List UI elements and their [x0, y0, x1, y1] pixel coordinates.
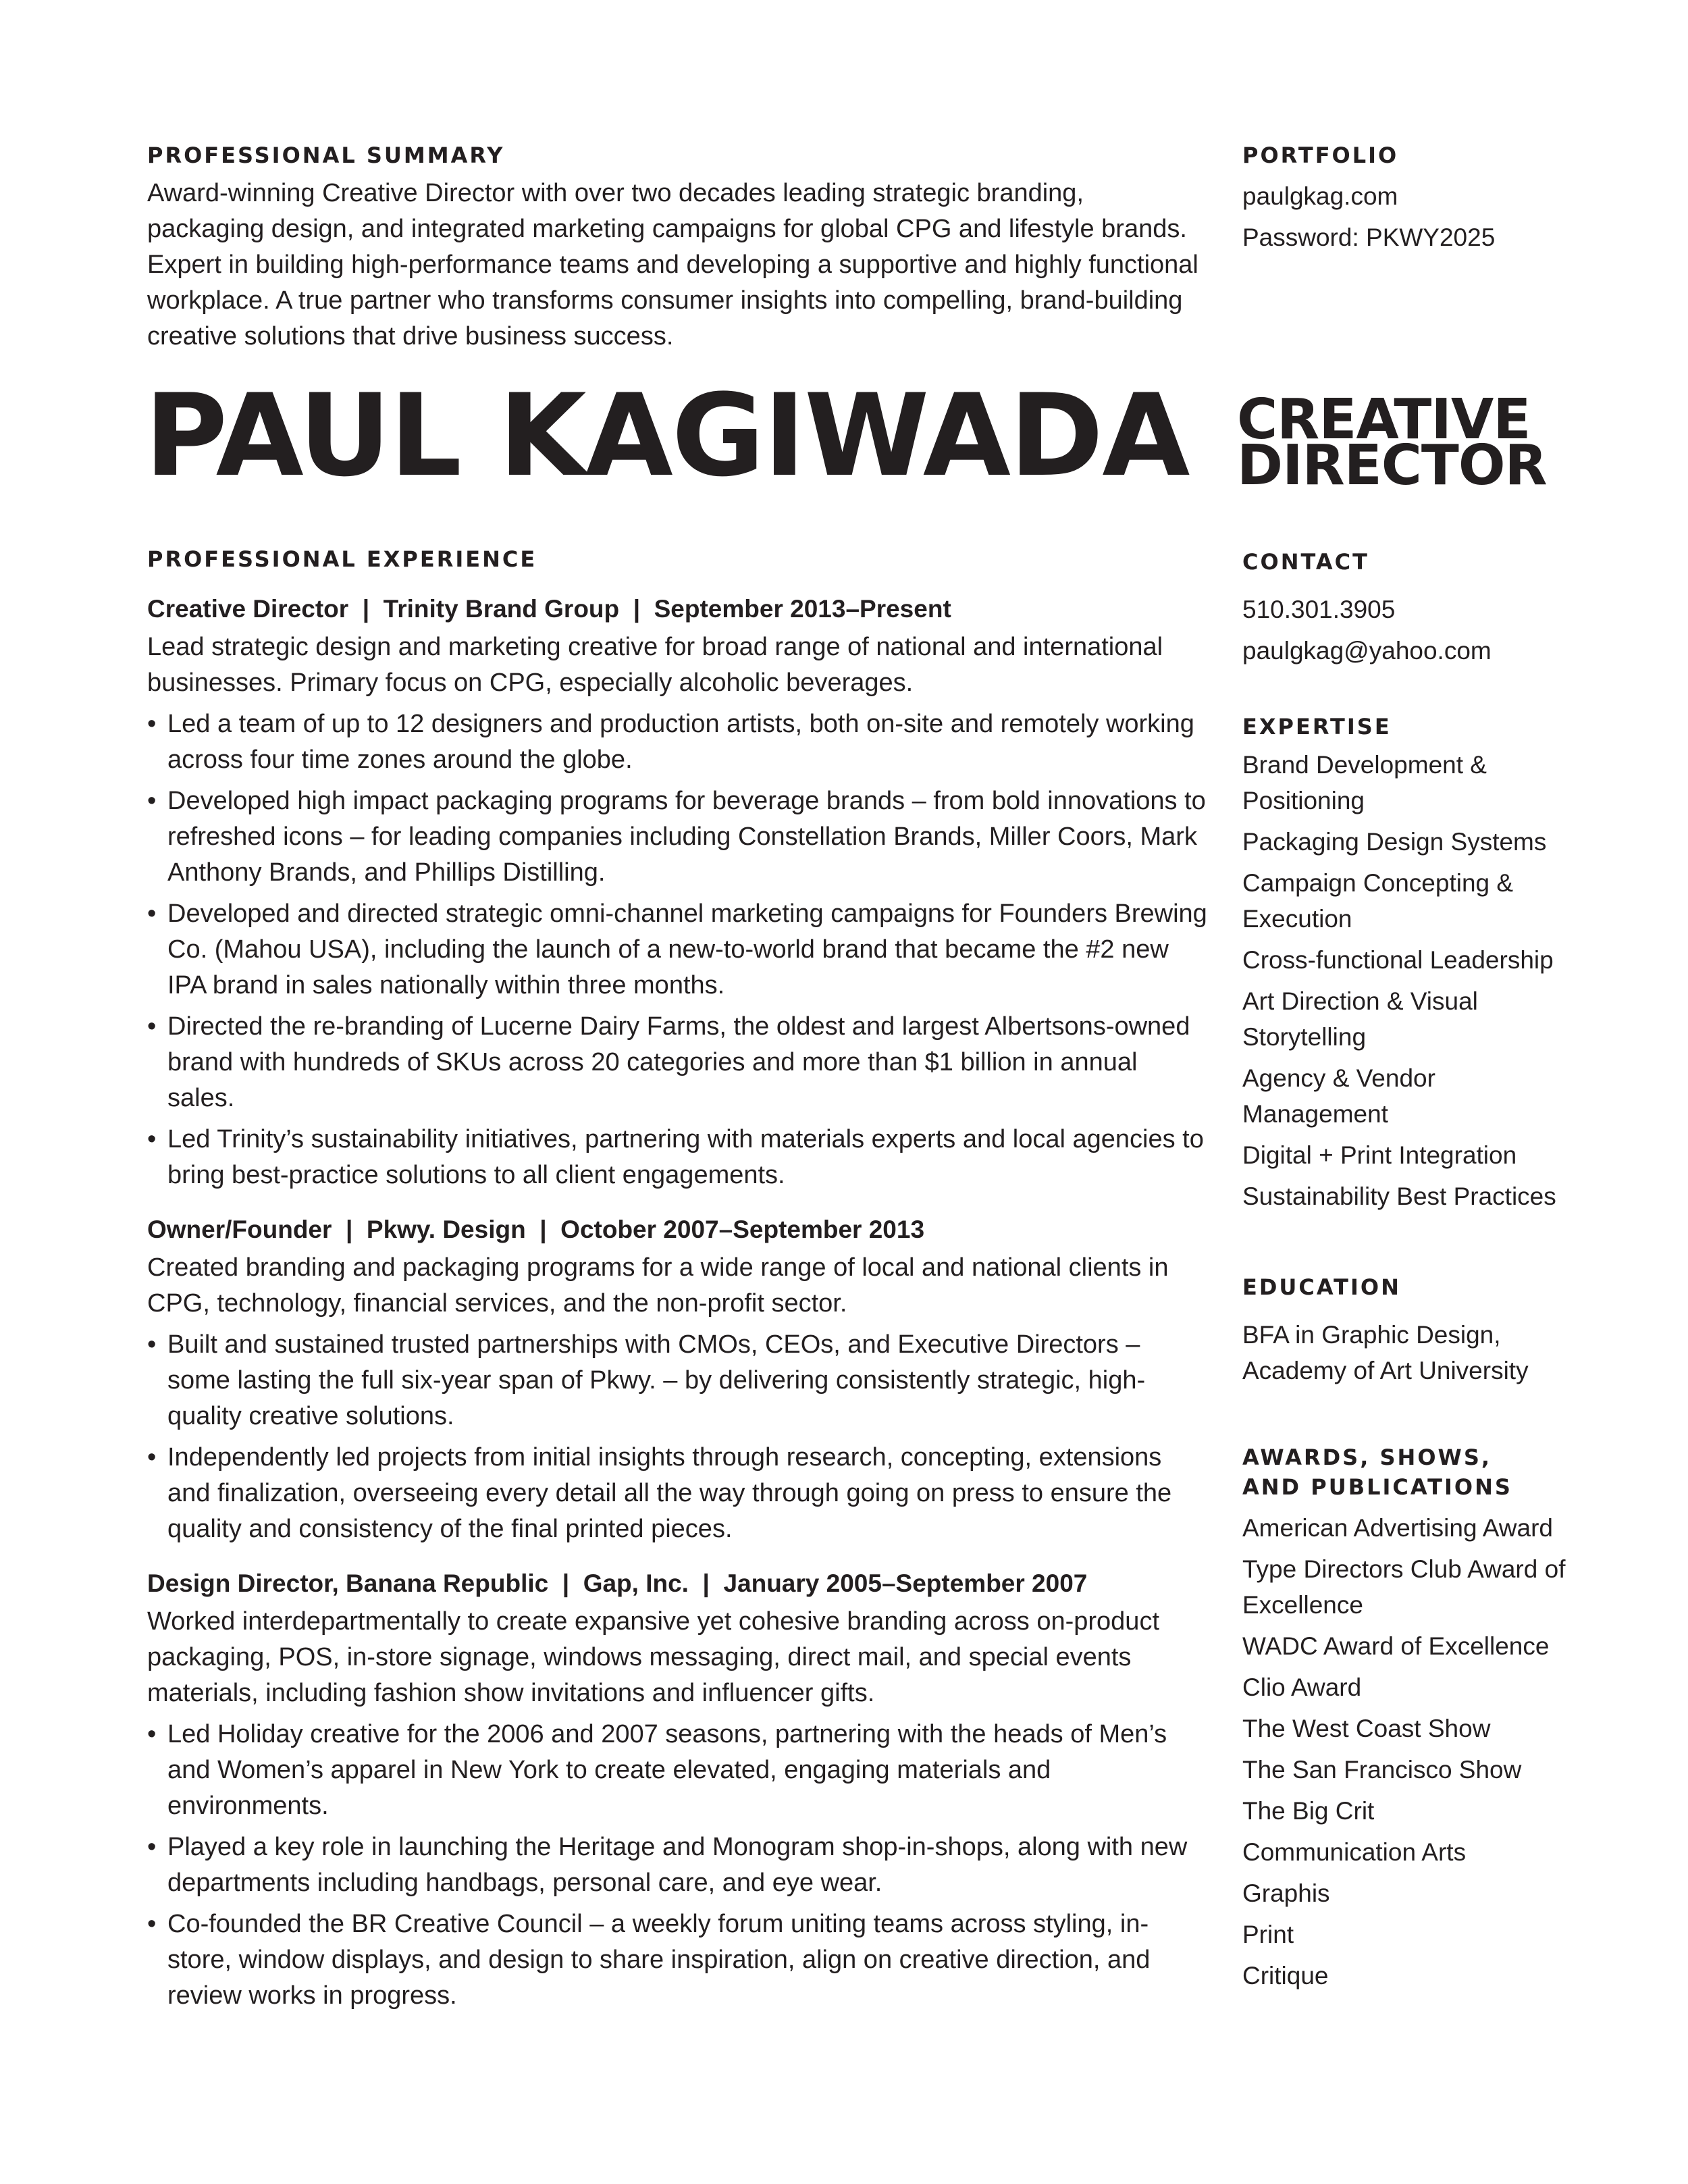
job-entry — [147, 1214, 1207, 1547]
award-item: WADC Award of Excellence — [1242, 1632, 1550, 1660]
job-role: Creative Director — [147, 595, 349, 623]
awards-list — [1242, 1510, 1566, 1994]
contact-section — [1242, 547, 1593, 674]
separator: | — [633, 595, 641, 623]
experience-section — [147, 544, 1207, 2014]
job-description: Created branding and packaging programs for a wide range of local and national clients in CPG, technology, financial services, and the non-profit sector. — [147, 1253, 1169, 1318]
job-bullet: • Played a key role in launching the Heritage and Monogram shop-in-shops, along with new departments including handbags, personal care, and eye wear. — [147, 1829, 1207, 1901]
job-role: Owner/Founder — [147, 1216, 332, 1243]
award-item: The Big Crit — [1242, 1797, 1375, 1825]
awards-heading-line2: AND PUBLICATIONS — [1242, 1474, 1512, 1500]
job-bullet: • Led Holiday creative for the 2006 and 2007 seasons, partnering with the heads of Men’s and Women’s apparel in New York to create elevated, engaging materials and environments. — [147, 1717, 1207, 1824]
job-bullet: • Developed and directed strategic omni-channel marketing campaigns for Founders Brewing Co. (Mahou USA), including the launch of a new-to-world brand that became the #2 new IPA brand in sales nationally within three months. — [147, 896, 1207, 1004]
contact-heading: CONTACT — [1242, 549, 1369, 575]
award-item: The West Coast Show — [1242, 1715, 1491, 1742]
experience-heading: PROFESSIONAL EXPERIENCE — [147, 546, 537, 572]
job-bullet: • Built and sustained trusted partnerships with CMOs, CEOs, and Executive Directors – some lasting the full six-year span of Pkwy. – by delivering consistently strategic, high-quality creative solutions. — [147, 1327, 1207, 1434]
portfolio-heading: PORTFOLIO — [1242, 142, 1399, 168]
job-dates: September 2013–Present — [654, 595, 951, 623]
expertise-item: Brand Development & Positioning — [1242, 751, 1487, 814]
job-bullet: • Co-founded the BR Creative Council – a weekly forum uniting teams across styling, in-store, window displays, and design to share inspiration, align on creative direction, and review works in progress. — [147, 1906, 1207, 2014]
job-bullets — [147, 1717, 1207, 2014]
expertise-item: Campaign Concepting & Execution — [1242, 869, 1514, 933]
award-item: Clio Award — [1242, 1673, 1362, 1701]
award-item: The San Francisco Show — [1242, 1756, 1522, 1784]
job-title-line1: CREATIVE — [1237, 388, 1531, 452]
award-item: Type Directors Club Award of Excellence — [1242, 1555, 1566, 1619]
separator: | — [562, 1569, 570, 1597]
job-entry — [147, 593, 1207, 1193]
expertise-item: Packaging Design Systems — [1242, 828, 1547, 856]
job-dates: January 2005–September 2007 — [723, 1569, 1088, 1597]
education-section — [1242, 1272, 1593, 1394]
education-heading: EDUCATION — [1242, 1274, 1401, 1300]
expertise-item: Agency & Vendor Management — [1242, 1064, 1435, 1128]
job-title — [1237, 388, 1547, 498]
job-entry — [147, 1567, 1207, 2014]
education-school: Academy of Art University — [1242, 1357, 1529, 1384]
award-item: Graphis — [1242, 1879, 1330, 1907]
contact-phone[interactable]: 510.301.3905 — [1242, 596, 1396, 623]
job-description: Lead strategic design and marketing creative for broad range of national and international businesses. Primary focus on CPG, especially alcoholic beverages. — [147, 633, 1163, 697]
job-company: Gap, Inc. — [583, 1569, 689, 1597]
separator: | — [539, 1216, 547, 1243]
summary-section — [147, 140, 1207, 355]
job-bullet: • Directed the re-branding of Lucerne Dairy Farms, the oldest and largest Albertsons-owned brand with hundreds of SKUs across 20 categories and more than $1 billion in annual sales. — [147, 1009, 1207, 1116]
job-header — [147, 593, 1207, 625]
job-header — [147, 1214, 1207, 1246]
portfolio-section — [1242, 140, 1593, 261]
award-item: Print — [1242, 1921, 1294, 1948]
job-bullet: • Led a team of up to 12 designers and production artists, both on-site and remotely working across four time zones around the globe. — [147, 706, 1207, 778]
job-bullets — [147, 1327, 1207, 1547]
job-role: Design Director, Banana Republic — [147, 1569, 549, 1597]
summary-text: Award-winning Creative Director with over two decades leading strategic branding, packaging design, and integrated marketing campaigns for global CPG and lifestyle brands. Expert in building high-performance teams and developing a supportive and highly functional workplace. A true partner who transforms consumer insights into compelling, brand-building creative solutions that drive business success. — [147, 179, 1198, 350]
awards-heading — [1242, 1442, 1566, 1502]
job-bullet: • Independently led projects from initial insights through research, concepting, extensions and finalization, overseeing every detail all the way through going on press to ensure the quality and consistency of the final printed pieces. — [147, 1440, 1207, 1547]
job-bullet: • Led Trinity’s sustainability initiatives, partnering with materials experts and local agencies to bring best-practice solutions to all client engagements. — [147, 1122, 1207, 1193]
expertise-item: Art Direction & Visual Storytelling — [1242, 987, 1478, 1051]
separator: | — [362, 595, 370, 623]
expertise-section — [1242, 712, 1566, 1220]
name-title: PAUL KAGIWADA — [144, 369, 1189, 502]
contact-email[interactable]: paulgkag@yahoo.com — [1242, 637, 1492, 665]
portfolio-password: Password: PKWY2025 — [1242, 224, 1496, 251]
summary-heading: PROFESSIONAL SUMMARY — [147, 142, 505, 168]
separator: | — [345, 1216, 353, 1243]
job-company: Trinity Brand Group — [383, 595, 620, 623]
job-bullets — [147, 706, 1207, 1193]
award-item: American Advertising Award — [1242, 1514, 1553, 1542]
job-description: Worked interdepartmentally to create expansive yet cohesive branding across on-product packaging, POS, in-store signage, windows messaging, direct mail, and special events materials, including fashion show invitations and influencer gifts. — [147, 1607, 1159, 1707]
education-degree: BFA in Graphic Design, — [1242, 1321, 1501, 1349]
awards-section — [1242, 1442, 1566, 1999]
job-dates: October 2007–September 2013 — [560, 1216, 925, 1243]
separator: | — [702, 1569, 710, 1597]
job-header — [147, 1567, 1207, 1600]
expertise-item: Digital + Print Integration — [1242, 1141, 1517, 1169]
expertise-heading: EXPERTISE — [1242, 714, 1392, 739]
awards-heading-line1: AWARDS, SHOWS, — [1242, 1445, 1492, 1470]
expertise-item: Sustainability Best Practices — [1242, 1182, 1556, 1210]
job-bullet: • Developed high impact packaging programs for beverage brands – from bold innovations to refreshed icons – for leading companies including Constellation Brands, Miller Coors, Mark Anthony Brands, and Phillips Distilling. — [147, 783, 1207, 891]
award-item: Communication Arts — [1242, 1838, 1467, 1866]
job-title-line2: DIRECTOR — [1237, 434, 1547, 498]
expertise-list — [1242, 747, 1566, 1214]
expertise-item: Cross-functional Leadership — [1242, 946, 1554, 974]
portfolio-link[interactable]: paulgkag.com — [1242, 182, 1398, 210]
job-company: Pkwy. Design — [366, 1216, 526, 1243]
award-item: Critique — [1242, 1962, 1329, 1990]
